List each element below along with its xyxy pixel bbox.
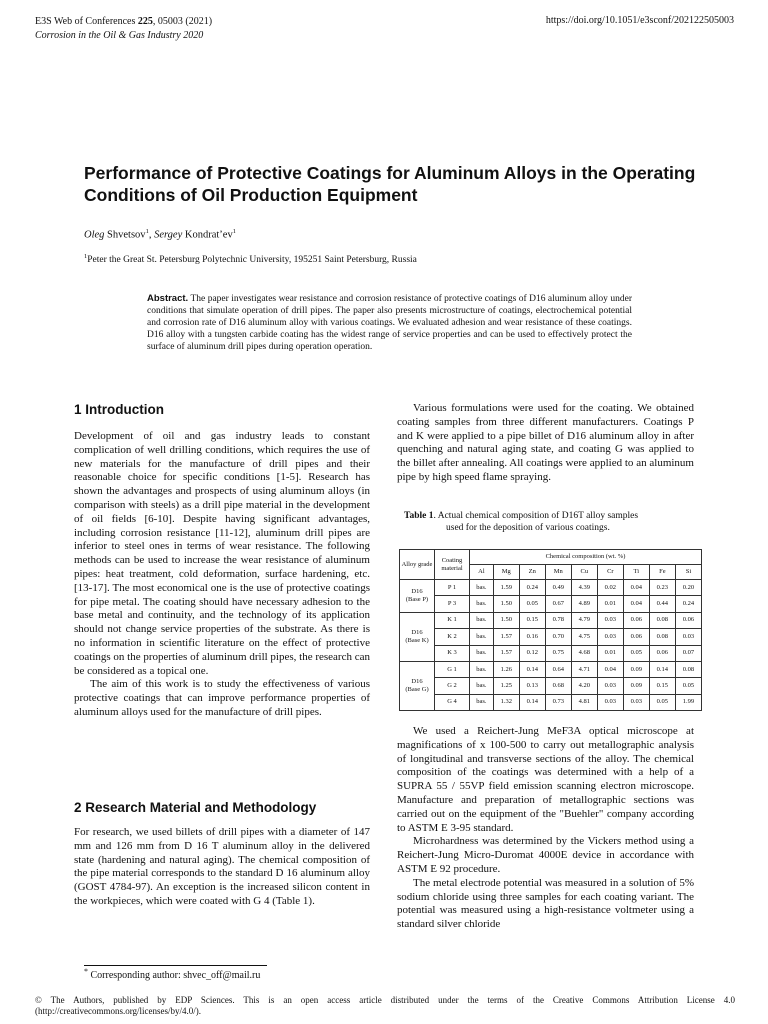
value-cell: 0.04 (623, 596, 649, 612)
paragraph: The metal electrode potential was measured in a solution of 5% sodium chloride using three samples for each coating variant. The potential was measured using a high-resistance voltmeter using a standard silver chloride (397, 876, 694, 931)
table-header-chemical: Chemical composition (wt. %) (470, 550, 702, 565)
table-row (400, 661, 702, 677)
paragraph: Microhardness was determined by the Vickers method using a Reichert-Jung Micro-Duromat 4000E device in accordance with ASTM E 92 procedure. (397, 835, 694, 875)
value-cell: 0.01 (597, 645, 623, 661)
value-cell: 1.50 (493, 596, 519, 612)
table-element-header: Mn (545, 565, 571, 580)
value-cell: 1.50 (493, 612, 519, 628)
al-cell: bas. (470, 678, 494, 694)
value-cell: 1.59 (493, 580, 519, 596)
abstract (147, 293, 632, 353)
coating-cell: P 3 (435, 596, 470, 612)
footnote: * Corresponding author: shvec_off@mail.ru (84, 967, 261, 981)
section-heading-methodology: 2 Research Material and Methodology (74, 800, 317, 815)
value-cell: 4.81 (571, 694, 597, 710)
coating-cell: K 2 (435, 629, 470, 645)
table-caption: Table 1. Actual chemical composition of D16T alloy samples used for the deposition of various coatings. (404, 511, 639, 533)
al-cell: bas. (470, 629, 494, 645)
paper-title: Performance of Protective Coatings for Aluminum Alloys in the Operating Conditions of Oil Production Equipment (84, 163, 696, 205)
al-cell: bas. (470, 645, 494, 661)
value-cell: 0.16 (519, 629, 545, 645)
al-cell: bas. (470, 612, 494, 628)
value-cell: 0.24 (675, 596, 701, 612)
value-cell: 0.70 (545, 629, 571, 645)
paragraph: The aim of this work is to study the effectiveness of various protective coatings that can improve performance properties of aluminum alloys used for the manufacture of drill pipes. (74, 678, 370, 718)
abstract-text: The paper investigates wear resistance and corrosion resistance of protective coatings of D16 aluminum alloy under conditions that simulate operation of drill pipes. The paper also presents microstructure of coatings, electrochemical potential and corrosion rate of D16 aluminum alloy with various coatings. We evaluated adhesion and wear resistance of these coatings. D16 alloy with a tungsten carbide coating has the widest range of service properties and can be used to effectively protect the surface of aluminum drill pipes during operation operation. (147, 294, 632, 352)
journal-line: E3S Web of Conferences 225, 05003 (2021) (35, 16, 213, 27)
value-cell: 0.14 (519, 694, 545, 710)
value-cell: 0.06 (623, 629, 649, 645)
coating-cell: P 1 (435, 580, 470, 596)
value-cell: 0.68 (545, 678, 571, 694)
coating-cell: G 2 (435, 678, 470, 694)
value-cell: 0.14 (519, 661, 545, 677)
coating-cell: G 1 (435, 661, 470, 677)
author-list: Oleg Shvetsov$^1$, Sergey $Kondrat’ev^1$ (84, 228, 236, 241)
methodology-body (74, 826, 370, 909)
value-cell: 0.04 (597, 661, 623, 677)
right-column-bottom (397, 725, 694, 932)
doi-link[interactable]: https://doi.org/10.1051/e3sconf/202122505003 (545, 15, 734, 26)
value-cell: 0.01 (597, 596, 623, 612)
value-cell: 0.06 (649, 645, 675, 661)
value-cell: 0.15 (519, 612, 545, 628)
value-cell: 0.08 (675, 661, 701, 677)
value-cell: 0.44 (649, 596, 675, 612)
value-cell: 1.26 (493, 661, 519, 677)
value-cell: 0.13 (519, 678, 545, 694)
value-cell: 1.57 (493, 629, 519, 645)
value-cell: 0.09 (623, 678, 649, 694)
alloy-grade-cell: D16 (Base P) (400, 580, 435, 613)
al-cell: bas. (470, 661, 494, 677)
value-cell: 0.05 (675, 678, 701, 694)
value-cell: 0.15 (649, 678, 675, 694)
table-row (400, 678, 702, 694)
affiliation: $^1$Peter the Great St. Petersburg Polytechnic University, 195251 Saint Petersburg, Russia (84, 253, 417, 266)
section-heading-introduction: 1 Introduction (74, 402, 164, 417)
value-cell: 0.12 (519, 645, 545, 661)
value-cell: 0.07 (675, 645, 701, 661)
value-cell: 0.64 (545, 661, 571, 677)
table-row (400, 612, 702, 628)
value-cell: 0.06 (675, 612, 701, 628)
coating-cell: G 4 (435, 694, 470, 710)
value-cell: 0.09 (623, 661, 649, 677)
introduction-body (74, 430, 370, 720)
author-last-name: Shvetsov (104, 229, 146, 241)
value-cell: 0.08 (649, 612, 675, 628)
al-cell: bas. (470, 580, 494, 596)
value-cell: 0.03 (623, 694, 649, 710)
table-row (400, 694, 702, 710)
table-element-header: Fe (649, 565, 675, 580)
proceedings-name: Corrosion in the Oil & Gas Industry 2020 (35, 30, 204, 41)
value-cell: 4.68 (571, 645, 597, 661)
value-cell: 0.03 (675, 629, 701, 645)
value-cell: 0.02 (597, 580, 623, 596)
value-cell: 4.71 (571, 661, 597, 677)
table-element-header: Cu (571, 565, 597, 580)
value-cell: 0.03 (597, 694, 623, 710)
value-cell: 1.32 (493, 694, 519, 710)
al-cell: bas. (470, 596, 494, 612)
value-cell: 0.05 (649, 694, 675, 710)
value-cell: 0.08 (649, 629, 675, 645)
author-first-name: Oleg (84, 229, 105, 241)
value-cell: 0.49 (545, 580, 571, 596)
value-cell: 0.24 (519, 580, 545, 596)
coating-cell: K 1 (435, 612, 470, 628)
value-cell: 4.39 (571, 580, 597, 596)
paragraph: Development of oil and gas industry leads to constant complication of well drilling conditions, which requires the use of new materials for the manufacture of drill pipes and their reasonable choice for specific conditions [1-5]. Research has shown the advantages and prospects of using aluminum alloys (in comparison with steels) as a drill pipe material in the development of oil fields [6-10]. Despite having significant advantages, including corrosion resistance [11-12], aluminum drill pipes are inferior to steel ones in terms of wear resistance. The following methods can be used to increase the wear resistance of aluminum pipes: heat treatment, cold deformation, surface hardening, etc. [13-17]. The most economical one is the use of protective coatings for pipe metal. The coating should have necessary adhesion to the base metal and continuity, and the technology of its application should not change service properties of the substrate. As there is no information in scientific literature on the effect of protective coatings on the properties of aluminum drill pipes, the research can be considered as a topical one. (74, 430, 370, 677)
running-header (35, 15, 212, 43)
table-element-header: Cr (597, 565, 623, 580)
value-cell: 4.89 (571, 596, 597, 612)
alloy-grade-cell: D16 (Base K) (400, 612, 435, 661)
table-header-coating: Coating material (435, 550, 470, 580)
paragraph: Various formulations were used for the coating. We obtained coating samples from three different manufacturers. Coatings P and K were applied to a pipe billet of D16 aluminum alloy in after quenching and natural aging state, and coating G was applied to the billet after annealing. All coatings were applied to an aluminum pipe by high speed flame spraying. (397, 402, 694, 483)
table-row (400, 645, 702, 661)
value-cell: 4.20 (571, 678, 597, 694)
license-notice: © The Authors, published by EDP Sciences. This is an open access article distributed under the terms of the Creative Commons Attribution License 4.0 (http://creativecommons.org/licenses/by/4.0/). (35, 995, 735, 1016)
value-cell: 4.79 (571, 612, 597, 628)
value-cell: 0.03 (597, 629, 623, 645)
value-cell: 4.75 (571, 629, 597, 645)
footnote-rule (84, 965, 267, 966)
table-body (400, 580, 702, 711)
author-first-name: Sergey (154, 229, 183, 241)
paragraph: For research, we used billets of drill pipes with a diameter of 147 mm and 126 mm from D 16 T aluminum alloy in the delivered state (hardening and natural aging). The chemical composition of the pipe material corresponds to the standard D 16 aluminum alloy (GOST 4784-97). An exception is the increased silicon content in the workpieces, which were coated with G 4 (Table 1). (74, 826, 370, 907)
value-cell: 0.67 (545, 596, 571, 612)
value-cell: 0.23 (649, 580, 675, 596)
alloy-grade-cell: D16 (Base G) (400, 661, 435, 710)
value-cell: 1.25 (493, 678, 519, 694)
value-cell: 0.03 (597, 612, 623, 628)
value-cell: 0.14 (649, 661, 675, 677)
value-cell: 0.05 (519, 596, 545, 612)
value-cell: 1.99 (675, 694, 701, 710)
value-cell: 0.06 (623, 612, 649, 628)
value-cell: 0.78 (545, 612, 571, 628)
table-element-header: Mg (493, 565, 519, 580)
table-element-header: Ti (623, 565, 649, 580)
value-cell: 0.75 (545, 645, 571, 661)
table-row (400, 580, 702, 596)
table-label: Table 1 (404, 511, 434, 521)
table-element-header: Zn (519, 565, 545, 580)
table-element-header: Al (470, 565, 494, 580)
table-row (400, 596, 702, 612)
abstract-label: Abstract. (147, 293, 189, 304)
value-cell: 0.05 (623, 645, 649, 661)
right-column-top (397, 402, 694, 485)
al-cell: bas. (470, 694, 494, 710)
value-cell: 0.20 (675, 580, 701, 596)
value-cell: 1.57 (493, 645, 519, 661)
value-cell: 0.73 (545, 694, 571, 710)
table-row (400, 629, 702, 645)
table-header-alloy: Alloy grade (400, 550, 435, 580)
coating-cell: K 3 (435, 645, 470, 661)
value-cell: 0.04 (623, 580, 649, 596)
author-last-name: Kondrat’ev (182, 229, 233, 241)
chemical-composition-table (399, 549, 702, 711)
value-cell: 0.03 (597, 678, 623, 694)
table-element-header: Si (675, 565, 701, 580)
paragraph: We used a Reichert-Jung MeF3A optical microscope at magnifications of x 100-500 to carry out metallographic analysis of longitudinal and transverse sections of the alloy. The chemical composition of the coatings was determined with a help of a SUPRA 55 / 55VP field emission scanning electron microscope. Manufacture and preparation of metallographic sections was carried out on the equipment of the "Buehler" company according to ASTM E 3-95 standard. (397, 725, 694, 834)
